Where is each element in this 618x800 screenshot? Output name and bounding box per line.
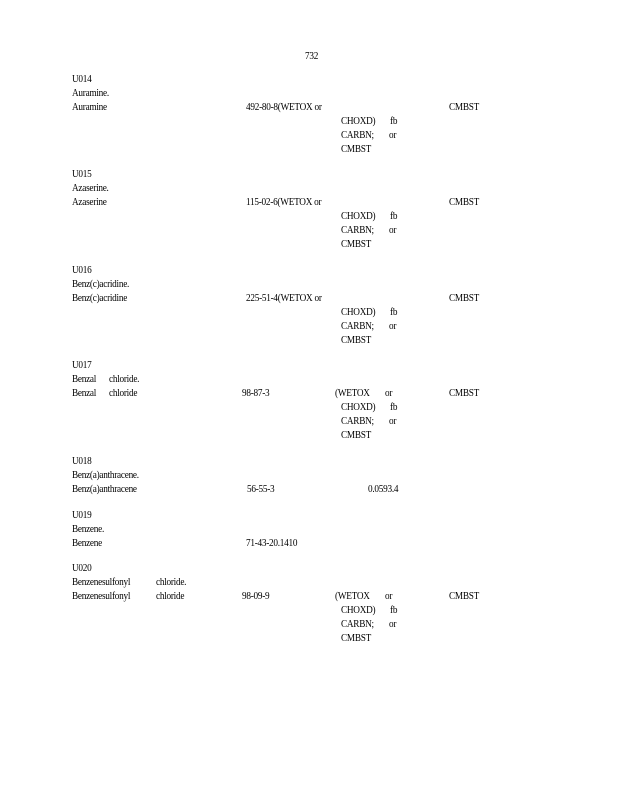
chemical-name-heading-part2: chloride.	[109, 374, 140, 385]
wastewater-standard-line2: CARBN;	[341, 619, 374, 630]
chemical-name: Auramine	[72, 102, 107, 113]
waste-code: U016	[72, 265, 92, 276]
chemical-name-heading: Benz(a)anthracene.	[72, 470, 139, 481]
wastewater-standard-line3: CMBST	[341, 144, 372, 155]
wastewater-standard-line3: CMBST	[341, 430, 372, 441]
wastewater-standard-line2: CARBN;	[341, 130, 374, 141]
fb-text: fb	[390, 605, 398, 616]
chemical-name-heading-part1: Benzal	[72, 374, 97, 385]
chemical-name-part1: Benzal	[72, 388, 97, 399]
cas-number: 492-80-8(WETOX or	[246, 102, 322, 113]
or-text: or	[389, 416, 397, 427]
nonwastewater-standard: CMBST	[449, 197, 480, 208]
chemical-name-heading-part1: Benzenesulfonyl	[72, 577, 131, 588]
fb-text: fb	[390, 307, 398, 318]
wastewater-standard-line2: CARBN;	[341, 321, 374, 332]
wastewater-standard-line3: CMBST	[341, 335, 372, 346]
nonwastewater-standard: CMBST	[449, 102, 480, 113]
fb-text: fb	[390, 116, 398, 127]
chemical-name-part2: chloride	[156, 591, 185, 602]
chemical-name-part1: Benzenesulfonyl	[72, 591, 131, 602]
page-number: 732	[305, 51, 319, 62]
wetox-text: (WETOX	[335, 388, 370, 399]
or-text: or	[389, 619, 397, 630]
chemical-name: Azaserine	[72, 197, 107, 208]
chemical-name: Benz(a)anthracene	[72, 484, 137, 495]
or-text: or	[385, 591, 393, 602]
cas-number: 56-55-3	[247, 484, 275, 495]
chemical-name-heading-part2: chloride.	[156, 577, 187, 588]
concentration-value: 0.0593.4	[368, 484, 399, 495]
or-text: or	[389, 321, 397, 332]
nonwastewater-standard: CMBST	[449, 388, 480, 399]
wastewater-standard-line1: CHOXD)	[341, 116, 376, 127]
chemical-name: Benzene	[72, 538, 102, 549]
waste-code: U020	[72, 563, 92, 574]
cas-number: 98-09-9	[242, 591, 270, 602]
waste-code: U019	[72, 510, 92, 521]
fb-text: fb	[390, 211, 398, 222]
nonwastewater-standard: CMBST	[449, 591, 480, 602]
chemical-name: Benz(c)acridine	[72, 293, 128, 304]
cas-number: 98-87-3	[242, 388, 270, 399]
wetox-text: (WETOX	[335, 591, 370, 602]
chemical-name-heading: Auramine.	[72, 88, 109, 99]
chemical-name-part2: chloride	[109, 388, 138, 399]
waste-code: U018	[72, 456, 92, 467]
chemical-name-heading: Benz(c)acridine.	[72, 279, 130, 290]
wastewater-standard-line1: CHOXD)	[341, 211, 376, 222]
wastewater-standard-line2: CARBN;	[341, 416, 374, 427]
wastewater-standard-line3: CMBST	[341, 239, 372, 250]
wastewater-standard-line1: CHOXD)	[341, 605, 376, 616]
nonwastewater-standard: CMBST	[449, 293, 480, 304]
waste-code: U015	[72, 169, 92, 180]
waste-code: U014	[72, 74, 92, 85]
or-text: or	[389, 130, 397, 141]
cas-number: 115-02-6(WETOX or	[246, 197, 322, 208]
chemical-name-heading: Benzene.	[72, 524, 105, 535]
cas-number: 225-51-4(WETOX or	[246, 293, 322, 304]
chemical-name-heading: Azaserine.	[72, 183, 109, 194]
wastewater-standard-line1: CHOXD)	[341, 307, 376, 318]
cas-number: 71-43-20.1410	[246, 538, 298, 549]
wastewater-standard-line3: CMBST	[341, 633, 372, 644]
wastewater-standard-line1: CHOXD)	[341, 402, 376, 413]
wastewater-standard-line2: CARBN;	[341, 225, 374, 236]
waste-code: U017	[72, 360, 92, 371]
or-text: or	[385, 388, 393, 399]
fb-text: fb	[390, 402, 398, 413]
or-text: or	[389, 225, 397, 236]
